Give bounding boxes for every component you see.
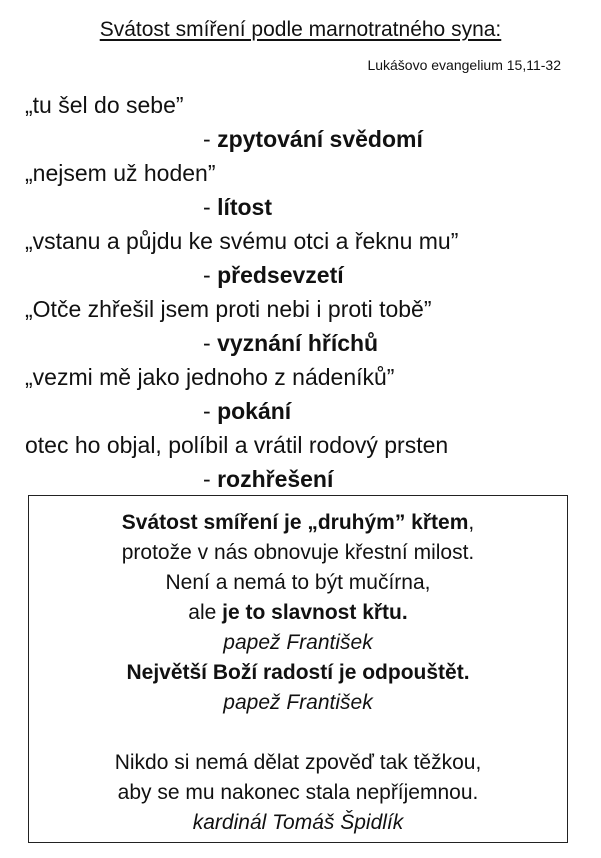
step-dash: - — [203, 126, 218, 152]
box-line — [29, 508, 567, 538]
scripture-reference: Lukášovo evangelium 15,11-32 — [367, 57, 561, 73]
quote-box-content — [29, 508, 567, 838]
step-dash: - — [203, 262, 218, 288]
step-term-label: lítost — [217, 194, 273, 220]
step-quote: „vezmi mě jako jednoho z nádeníků” — [25, 364, 395, 390]
box-quote: Největší Boží radostí je odpouštět. — [126, 661, 470, 684]
quote-box — [28, 495, 568, 843]
attribution: papež František — [223, 691, 373, 714]
step-term-label: vyznání hříchů — [217, 330, 379, 356]
attribution: papež František — [223, 631, 373, 654]
step-dash: - — [203, 466, 218, 492]
step-term-label: zpytování svědomí — [217, 126, 423, 152]
step-dash: - — [203, 194, 218, 220]
step-quote: „vstanu a půjdu ke svému otci a řeknu mu” — [25, 228, 459, 254]
step-quote: „nejsem už hoden” — [25, 160, 216, 186]
box-line: aby se mu nakonec stala nepříjemnou. — [117, 781, 479, 804]
step-term — [25, 462, 585, 496]
step-term-label: rozhřešení — [217, 466, 334, 492]
steps-list — [25, 88, 585, 496]
step-term — [25, 326, 585, 360]
spacer — [29, 718, 567, 748]
box-line: Není a nemá to být mučírna, — [165, 571, 431, 594]
step-term — [25, 394, 585, 428]
box-bold-text: Svátost smíření je „druhým” křtem — [121, 511, 469, 534]
step-dash: - — [203, 398, 218, 424]
box-text: , — [468, 511, 475, 534]
step-quote: „tu šel do sebe” — [25, 92, 184, 118]
box-line: Nikdo si nemá dělat zpověď tak těžkou, — [114, 751, 482, 774]
step-term — [25, 122, 585, 156]
attribution: kardinál Tomáš Špidlík — [192, 811, 404, 834]
page-title: Svátost smíření podle marnotratného syna: — [99, 18, 502, 41]
box-bold-text: je to slavnost křtu. — [222, 601, 408, 624]
box-line — [29, 598, 567, 628]
step-term-label: pokání — [217, 398, 292, 424]
step-term — [25, 190, 585, 224]
step-quote: „Otče zhřešil jsem proti nebi i proti tobě” — [25, 296, 432, 322]
step-quote: otec ho objal, políbil a vrátil rodový prsten — [25, 432, 449, 458]
step-term-label: předsevzetí — [217, 262, 344, 288]
box-line: protože v nás obnovuje křestní milost. — [121, 541, 475, 564]
step-term — [25, 258, 585, 292]
box-text: ale — [188, 601, 223, 624]
step-dash: - — [203, 330, 218, 356]
